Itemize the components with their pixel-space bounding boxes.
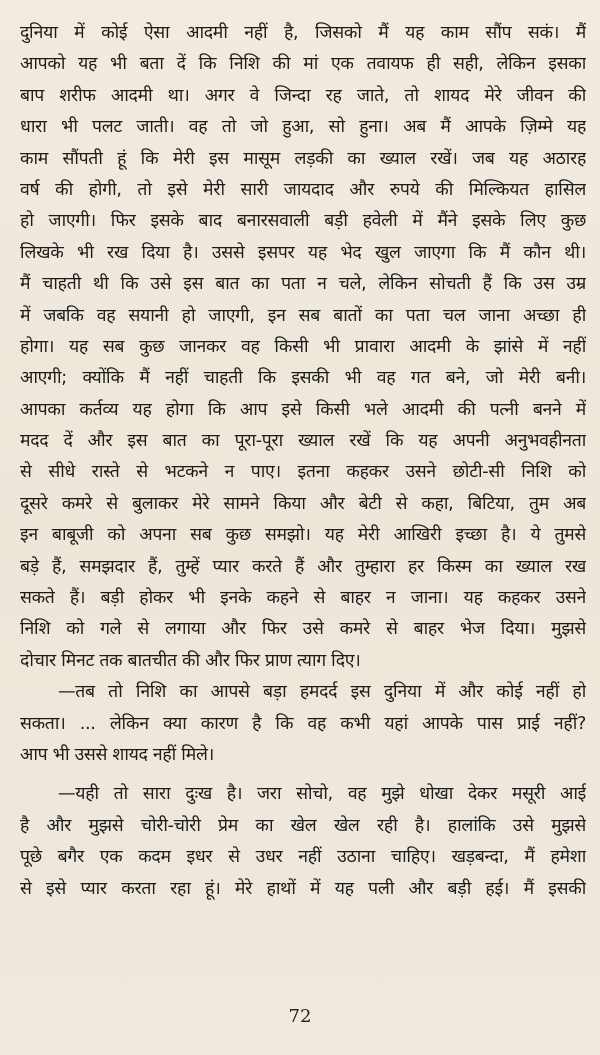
text-line: मैं चाहती थी कि उसे इस बात का पता न चले, लेकिन सोचती हैं कि उस उम्र xyxy=(20,274,586,295)
text-line: आएगी; क्योंकि मैं नहीं चाहती कि इसकी भी वह गत बने, जो मेरी बनी। xyxy=(20,368,586,389)
text-line: में जबकि वह सयानी हो जाएगी, इन सब बातों का पता चल जाना अच्छा ही xyxy=(20,305,586,326)
text-line: दुनिया में कोई ऐसा आदमी नहीं है, जिसको मैं यह काम सौंप सकं। मैं xyxy=(20,23,586,43)
text-line: वर्ष की होगी, तो इसे मेरी सारी जायदाद और रुपये की मिल्कियत हासिल xyxy=(20,179,586,200)
text-line: से इसे प्यार करता रहा हूं। मेरे हाथों में यह पली और बड़ी हई। मैं इसकी xyxy=(20,878,586,899)
text-line: निशि को गले से लगाया और फिर उसे कमरे से बाहर भेज दिया। मुझसे xyxy=(20,619,586,640)
text-line: पूछे बगैर एक कदम इधर से उधर नहीं उठाना चाहिए। खड़बन्दा, मैं हमेशा xyxy=(20,847,586,868)
text-line: बाप शरीफ आदमी था। अगर वे जिन्दा रह जाते, तो शायद मेरे जीवन की xyxy=(20,85,586,106)
text-line: लिखके भी रख दिया है। उससे इसपर यह भेद खुल जाएगा कि मैं कौन थी। xyxy=(20,242,586,263)
text-line: काम सौंपती हूं कि मेरी इस मासूम लड़की का ख्याल रखें। जब यह अठारह xyxy=(20,148,586,169)
text-line: होगा। यह सब कुछ जानकर वह किसी भी प्रावारा आदमी के झांसे में नहीं xyxy=(20,336,586,357)
text-line: सकता। ... लेकिन क्या कारण है कि वह कभी यहां आपके पास प्राई नहीं? xyxy=(20,713,586,734)
text-line: आपको यह भी बता दें कि निशि की मां एक तवायफ ही सही, लेकिन इसका xyxy=(20,54,586,75)
text-line: सकते हैं। बड़ी होकर भी इनके कहने से बाहर न जाना। यह कहकर उसने xyxy=(20,588,586,609)
text-line: धारा भी पलट जाती। वह तो जो हुआ, सो हुना। अब मैं आपके ज़िम्मे यह xyxy=(20,117,586,138)
text-line: इन बाबूजी को अपना सब कुछ समझो। यह मेरी आखिरी इच्छा है। ये तुमसे xyxy=(20,525,586,546)
page-number: 72 xyxy=(288,1006,312,1027)
paragraph xyxy=(20,18,586,677)
text-line: है और मुझसे चोरी-चोरी प्रेम का खेल खेल रही है। हालांकि उसे मुझसे xyxy=(20,815,586,836)
text-line: बड़े हैं, समझदार हैं, तुम्हें प्यार करते हैं और तुम्हारा हर किस्म का ख्याल रख xyxy=(20,556,586,577)
text-line: से सीधे रास्ते से भटकने न पाए। इतना कहकर उसने छोटी-सी निशि को xyxy=(20,462,586,483)
text-line: —तब तो निशि का आपसे बड़ा हमदर्द इस दुनिया में और कोई नहीं हो xyxy=(58,682,586,703)
text-line: आप भी उससे शायद नहीं मिले। xyxy=(20,744,214,765)
paragraph xyxy=(20,779,586,905)
text-line: हो जाएगी। फिर इसके बाद बनारसवाली बड़ी हवेली में मैंने इसके लिए कुछ xyxy=(20,211,586,232)
text-line: दोचार मिनट तक बातचीत की और फिर प्राण त्याग दिए। xyxy=(20,650,361,671)
text-line: दूसरे कमरे से बुलाकर मेरे सामने किया और बेटी से कहा, बिटिया, तुम अब xyxy=(20,493,586,514)
paragraph-gap xyxy=(20,771,586,779)
paragraph xyxy=(20,677,586,771)
text-line: मदद दें और इस बात का पूरा-पूरा ख्याल रखें कि यह अपनी अनुभवहीनता xyxy=(20,431,586,452)
body-text xyxy=(20,18,586,905)
text-line: आपका कर्तव्य यह होगा कि आप इसे किसी भले आदमी की पत्नी बनने में xyxy=(20,399,586,420)
text-line: —यही तो सारा दुःख है। जरा सोचो, वह मुझे धोखा देकर मसूरी आई xyxy=(58,784,586,805)
